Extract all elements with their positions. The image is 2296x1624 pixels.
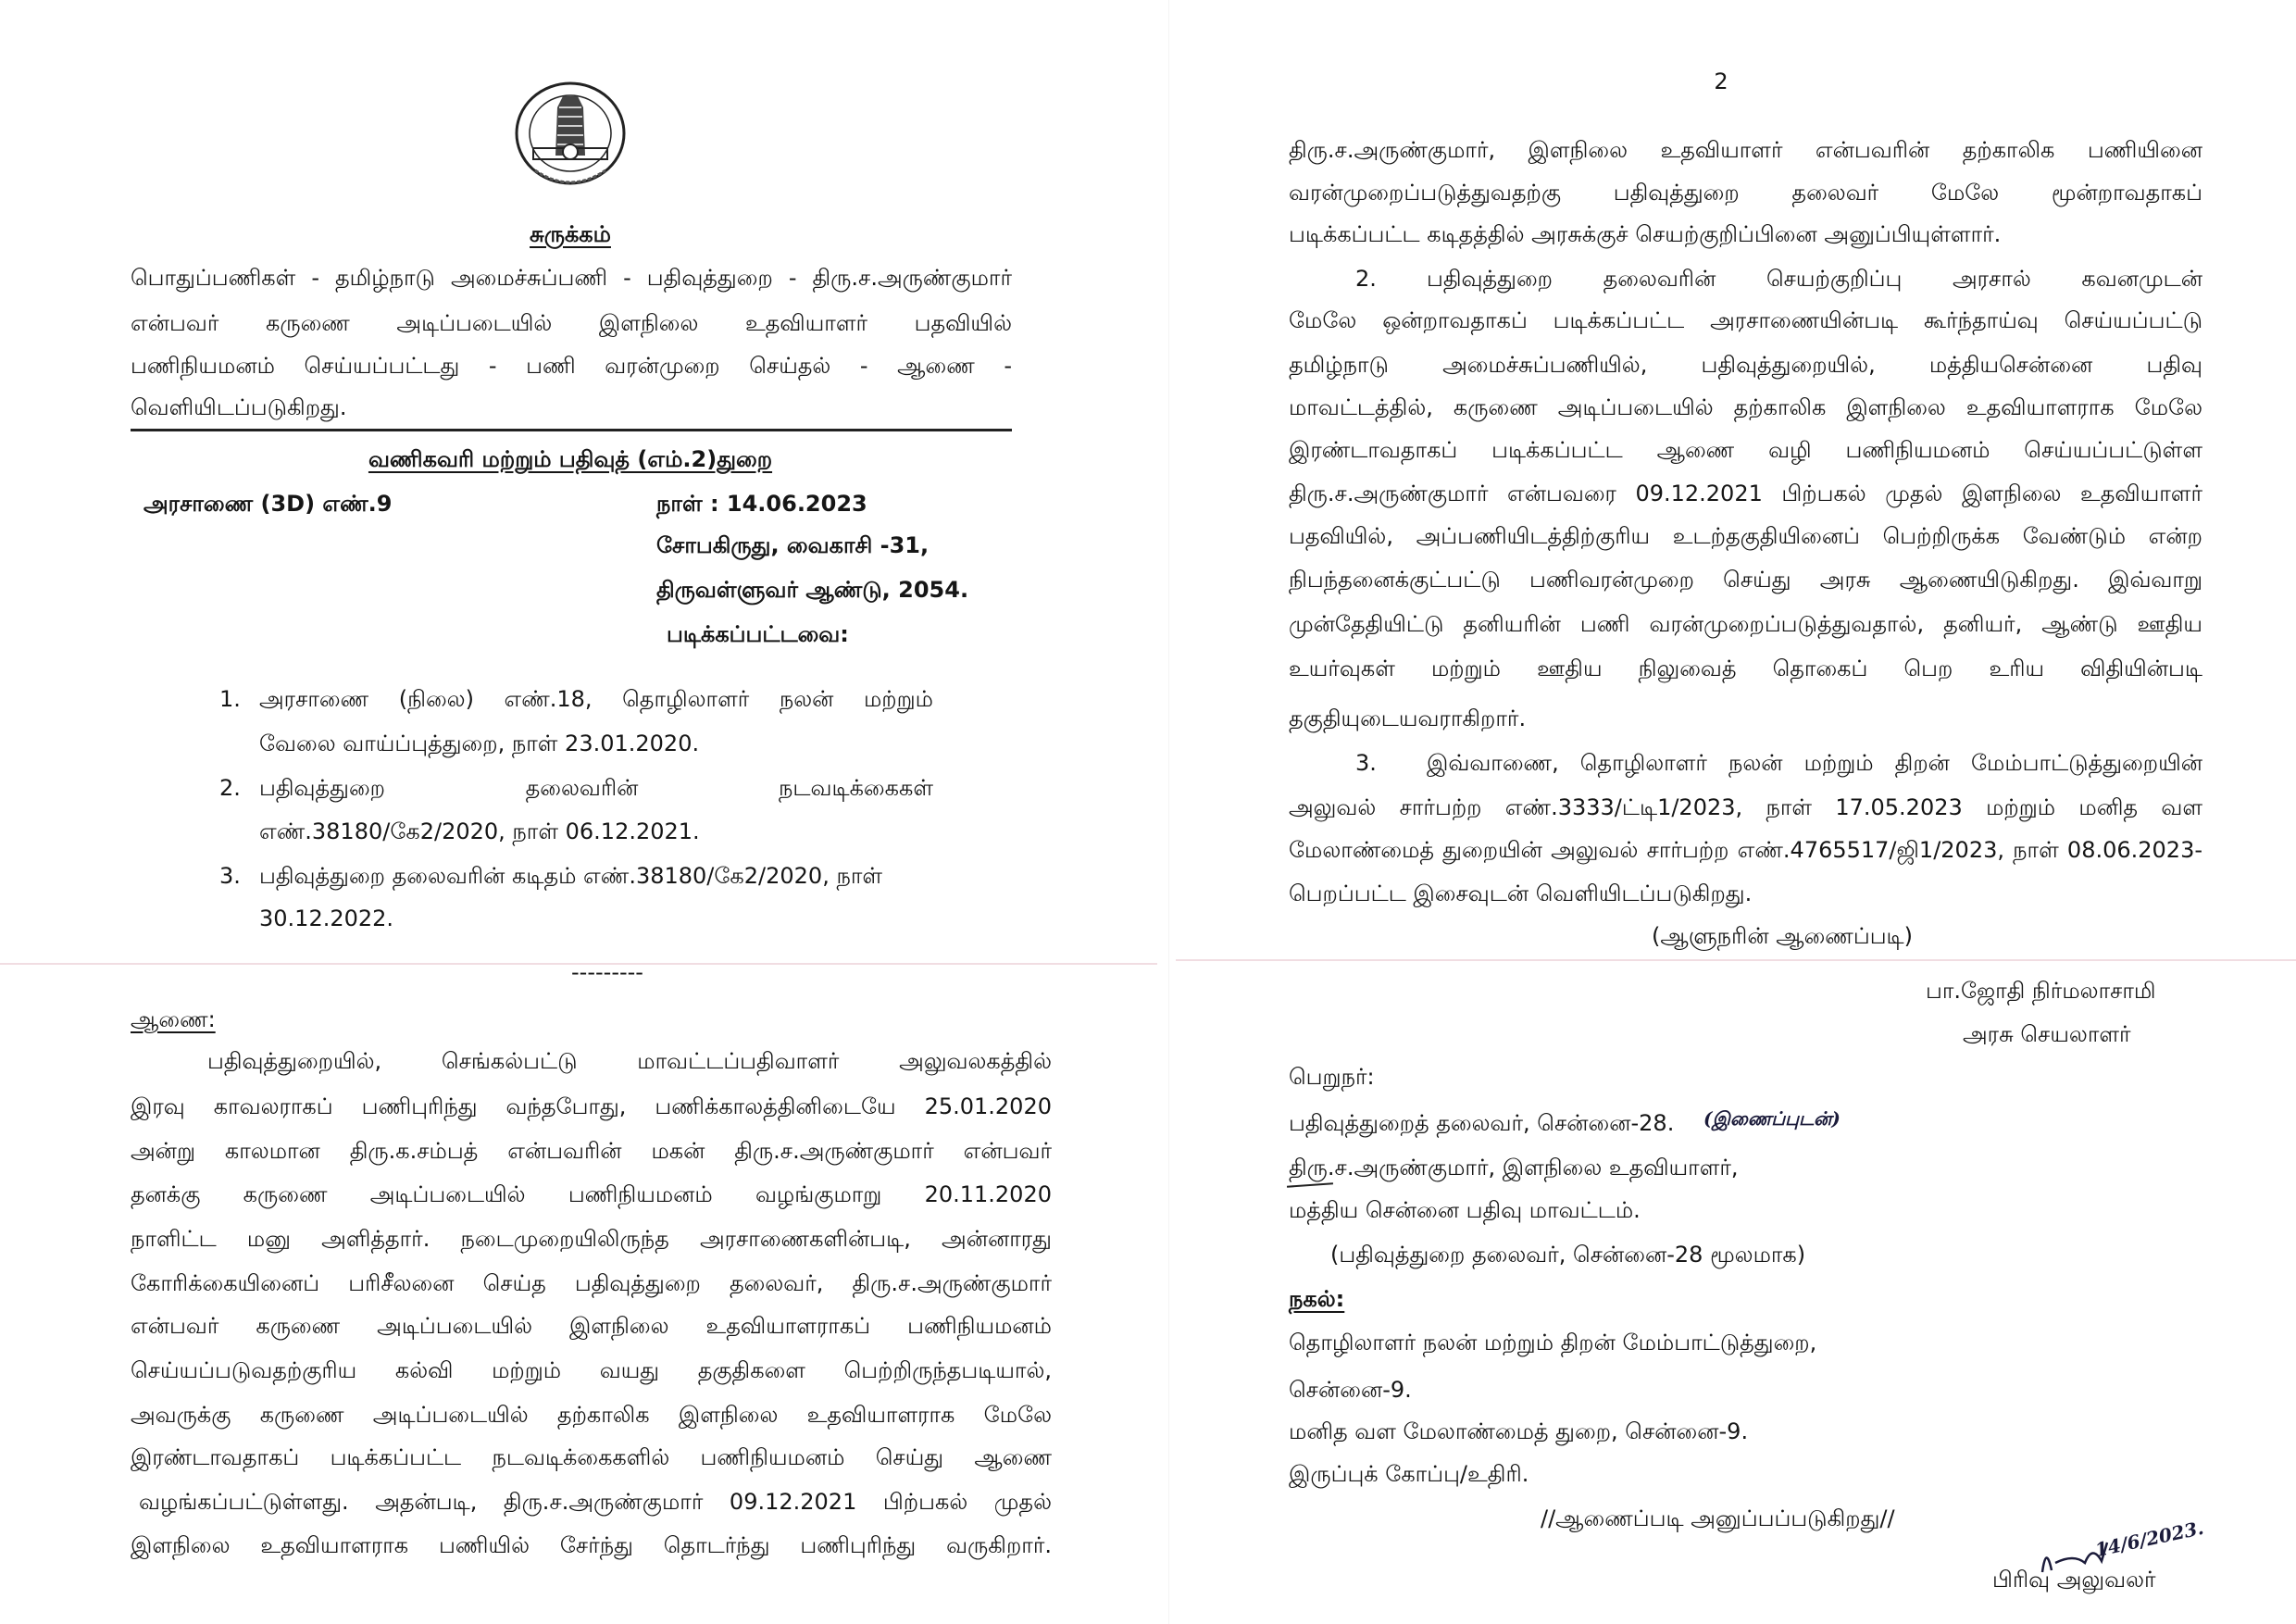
handwritten-underline xyxy=(1287,1182,1333,1187)
handwritten-note: (இணைப்புடன்) xyxy=(1703,1107,1841,1130)
page-divider-vertical xyxy=(1168,0,1169,1624)
summary-line: என்பவர் கருணை அடிப்படையில் இளநிலை உதவியாளர் பதவியில் xyxy=(131,310,1012,336)
recipient-line: (பதிவுத்துறை தலைவர், சென்னை-28 மூலமாக) xyxy=(1330,1242,1806,1268)
governor-order: (ஆளுநரின் ஆணைப்படி) xyxy=(1651,923,1914,949)
paragraph-line: பெறப்பட்ட இசைவுடன் வெளியிடப்படுகிறது. xyxy=(1289,881,1753,906)
reference-line: அரசாணை (நிலை) எண்.18, தொழிலாளர் நலன் மற்றும் xyxy=(259,686,933,712)
paragraph-line: தகுதியுடையவராகிறார். xyxy=(1289,706,1527,731)
reference-line: 30.12.2022. xyxy=(259,906,394,931)
paragraph-line: இவ்வாணை, தொழிலாளர் நலன் மற்றும் திறன் மேம்பாட்டுத்துறையின் xyxy=(1427,750,2202,776)
reference-number: 1. xyxy=(219,686,241,712)
reference-line: பதிவுத்துறை தலைவரின் கடிதம் எண்.38180/கே2/2020, நாள் xyxy=(259,863,883,889)
tamil-date: சோபகிருது, வைகாசி -31, xyxy=(656,532,930,558)
summary-line: பணிநியமனம் செய்யப்பட்டது - பணி வரன்முறை செய்தல் - ஆணை - xyxy=(131,353,1012,379)
recipient-line: பதிவுத்துறைத் தலைவர், சென்னை-28. xyxy=(1289,1110,1675,1136)
read-label: படிக்கப்பட்டவை: xyxy=(667,621,849,647)
forwarded-note: //ஆணைப்படி அனுப்பப்படுகிறது// xyxy=(1541,1505,1895,1531)
recipient-line: மத்திய சென்னை பதிவு மாவட்டம். xyxy=(1289,1197,1641,1223)
tamil-nadu-emblem-icon xyxy=(507,80,633,200)
department-heading: வணிகவரி மற்றும் பதிவுத் (எம்.2)துறை xyxy=(368,446,773,472)
copy-line: இருப்புக் கோப்பு/உதிரி. xyxy=(1289,1461,1529,1487)
paragraph-line: முன்தேதியிட்டு தனியரின் பணி வரன்முறைப்படுத்துவதால், தனியர், ஆண்டு ஊதிய xyxy=(1289,611,2202,637)
order-line: இரவு காவலராகப் பணிபுரிந்து வந்தபோது, பணிக்காலத்தினிடையே 25.01.2020 xyxy=(131,1093,1052,1119)
reference-line: வேலை வாய்ப்புத்துறை, நாள் 23.01.2020. xyxy=(259,731,700,756)
copy-line: தொழிலாளர் நலன் மற்றும் திறன் மேம்பாட்டுத்துறை, xyxy=(1289,1330,1817,1355)
summary-line: பொதுப்பணிகள் - தமிழ்நாடு அமைச்சுப்பணி - பதிவுத்துறை - திரு.ச.அருண்குமார் xyxy=(131,265,1012,291)
reference-line: எண்.38180/கே2/2020, நாள் 06.12.2021. xyxy=(259,818,700,844)
order-line: அவருக்கு கருணை அடிப்படையில் தற்காலிக இளநிலை உதவியாளராக மேலே xyxy=(131,1402,1052,1428)
handwritten-date: 14/6/2023. xyxy=(2092,1516,2206,1562)
reference-number: 3. xyxy=(219,863,241,889)
order-line: என்பவர் கருணை அடிப்படையில் இளநிலை உதவியாளராகப் பணிநியமனம் xyxy=(131,1313,1052,1339)
paragraph-line: உயர்வுகள் மற்றும் ஊதிய நிலுவைத் தொகைப் பெற உரிய விதியின்படி xyxy=(1289,656,2202,681)
page-number: 2 xyxy=(1714,69,1728,94)
reference-line: பதிவுத்துறை தலைவரின் நடவடிக்கைகள் xyxy=(259,775,933,801)
copy-heading: நகல்: xyxy=(1289,1286,1345,1312)
paragraph-line: வரன்முறைப்படுத்துவதற்கு பதிவுத்துறை தலைவர் மேலே மூன்றாவதாகப் xyxy=(1289,180,2202,206)
recipients-heading: பெறுநர்: xyxy=(1289,1064,1375,1090)
tamil-year: திருவள்ளுவர் ஆண்டு, 2054. xyxy=(656,577,969,603)
order-line: இளநிலை உதவியாளராக பணியில் சேர்ந்து தொடர்ந்து பணிபுரிந்து வருகிறார். xyxy=(131,1532,1052,1558)
section-officer: பிரிவு அலுவலர் xyxy=(1992,1567,2156,1593)
copy-line: சென்னை-9. xyxy=(1289,1377,1412,1403)
paragraph-line: அலுவல் சார்பற்ற எண்.3333/ட்டி1/2023, நாள் 17.05.2023 மற்றும் மனித வள xyxy=(1289,794,2202,820)
order-line: அன்று காலமான திரு.க.சம்பத் என்பவரின் மகன் திரு.ச.அருண்குமார் என்பவர் xyxy=(131,1138,1052,1164)
order-line: நாளிட்ட மனு அளித்தார். நடைமுறையிலிருந்த அரசாணைகளின்படி, அன்னாரது xyxy=(131,1226,1052,1252)
paragraph-line: மாவட்டத்தில், கருணை அடிப்படையில் தற்காலிக இளநிலை உதவியாளராக மேலே xyxy=(1289,394,2202,420)
summary-line: வெளியிடப்படுகிறது. xyxy=(131,394,347,420)
go-number: அரசாணை (3D) எண்.9 xyxy=(144,491,393,517)
paragraph-line: படிக்கப்பட்ட கடிதத்தில் அரசுக்குச் செயற்குறிப்பினை அனுப்பியுள்ளார். xyxy=(1289,221,2002,247)
page-break-right xyxy=(1176,959,2296,961)
paragraph-line: நிபந்தனைக்குட்பட்டு பணிவரன்முறை செய்து அரசு ஆணையிடுகிறது. இவ்வாறு xyxy=(1289,567,2202,593)
go-date: நாள் : 14.06.2023 xyxy=(656,491,867,517)
paragraph-line: பதிவுத்துறை தலைவரின் செயற்குறிப்பு அரசால் கவனமுடன் xyxy=(1427,266,2202,292)
order-line: கோரிக்கையினைப் பரிசீலனை செய்த பதிவுத்துறை தலைவர், திரு.ச.அருண்குமார் xyxy=(131,1270,1052,1296)
recipient-line: திரு.ச.அருண்குமார், இளநிலை உதவியாளர், xyxy=(1289,1155,1739,1181)
summary-divider xyxy=(131,429,1012,431)
order-line: செய்யப்படுவதற்குரிய கல்வி மற்றும் வயது தகுதிகளை பெற்றிருந்தபடியால், xyxy=(131,1357,1052,1383)
paragraph-number: 2. xyxy=(1355,266,1377,292)
order-heading: ஆணை: xyxy=(131,1006,216,1032)
order-line: இரண்டாவதாகப் படிக்கப்பட்ட நடவடிக்கைகளில் பணிநியமனம் செய்து ஆணை xyxy=(131,1444,1052,1470)
paragraph-number: 3. xyxy=(1355,750,1377,776)
paragraph-line: இரண்டாவதாகப் படிக்கப்பட்ட ஆணை வழி பணிநியமனம் செய்யப்பட்டுள்ள xyxy=(1289,437,2202,463)
copy-line: மனித வள மேலாண்மைத் துறை, சென்னை-9. xyxy=(1289,1418,1749,1444)
order-line: வழங்கப்பட்டுள்ளது. அதன்படி, திரு.ச.அருண்குமார் 09.12.2021 பிற்பகல் முதல் xyxy=(139,1489,1052,1515)
order-line: பதிவுத்துறையில், செங்கல்பட்டு மாவட்டப்பதிவாளர் அலுவலகத்தில் xyxy=(207,1048,1052,1074)
paragraph-line: திரு.ச.அருண்குமார், இளநிலை உதவியாளர் என்பவரின் தற்காலிக பணியினை xyxy=(1289,137,2202,163)
paragraph-line: மேலாண்மைத் துறையின் அலுவல் சார்பற்ற எண்.4765517/ஜி1/2023, நாள் 08.06.2023- xyxy=(1289,837,2202,863)
signatory-designation: அரசு செயலாளர் xyxy=(1963,1021,2131,1047)
paragraph-line: திரு.ச.அருண்குமார் என்பவரை 09.12.2021 பிற்பகல் முதல் இளநிலை உதவியாளர் xyxy=(1289,481,2202,506)
reference-number: 2. xyxy=(219,775,241,801)
order-line: தனக்கு கருணை அடிப்படையில் பணிநியமனம் வழங்குமாறு 20.11.2020 xyxy=(131,1181,1052,1207)
summary-heading: சுருக்கம் xyxy=(530,221,611,247)
page-end-separator: --------- xyxy=(571,959,643,985)
paragraph-line: பதவியில், அப்பணியிடத்திற்குரிய உடற்தகுதியினைப் பெற்றிருக்க வேண்டும் என்ற xyxy=(1289,523,2202,549)
paragraph-line: மேலே ஒன்றாவதாகப் படிக்கப்பட்ட அரசாணையின்படி கூர்ந்தாய்வு செய்யப்பட்டு xyxy=(1289,307,2202,333)
paragraph-line: தமிழ்நாடு அமைச்சுப்பணியில், பதிவுத்துறையில், மத்தியசென்னை பதிவு xyxy=(1289,352,2202,378)
signatory-name: பா.ஜோதி நிர்மலாசாமி xyxy=(1926,978,2156,1004)
